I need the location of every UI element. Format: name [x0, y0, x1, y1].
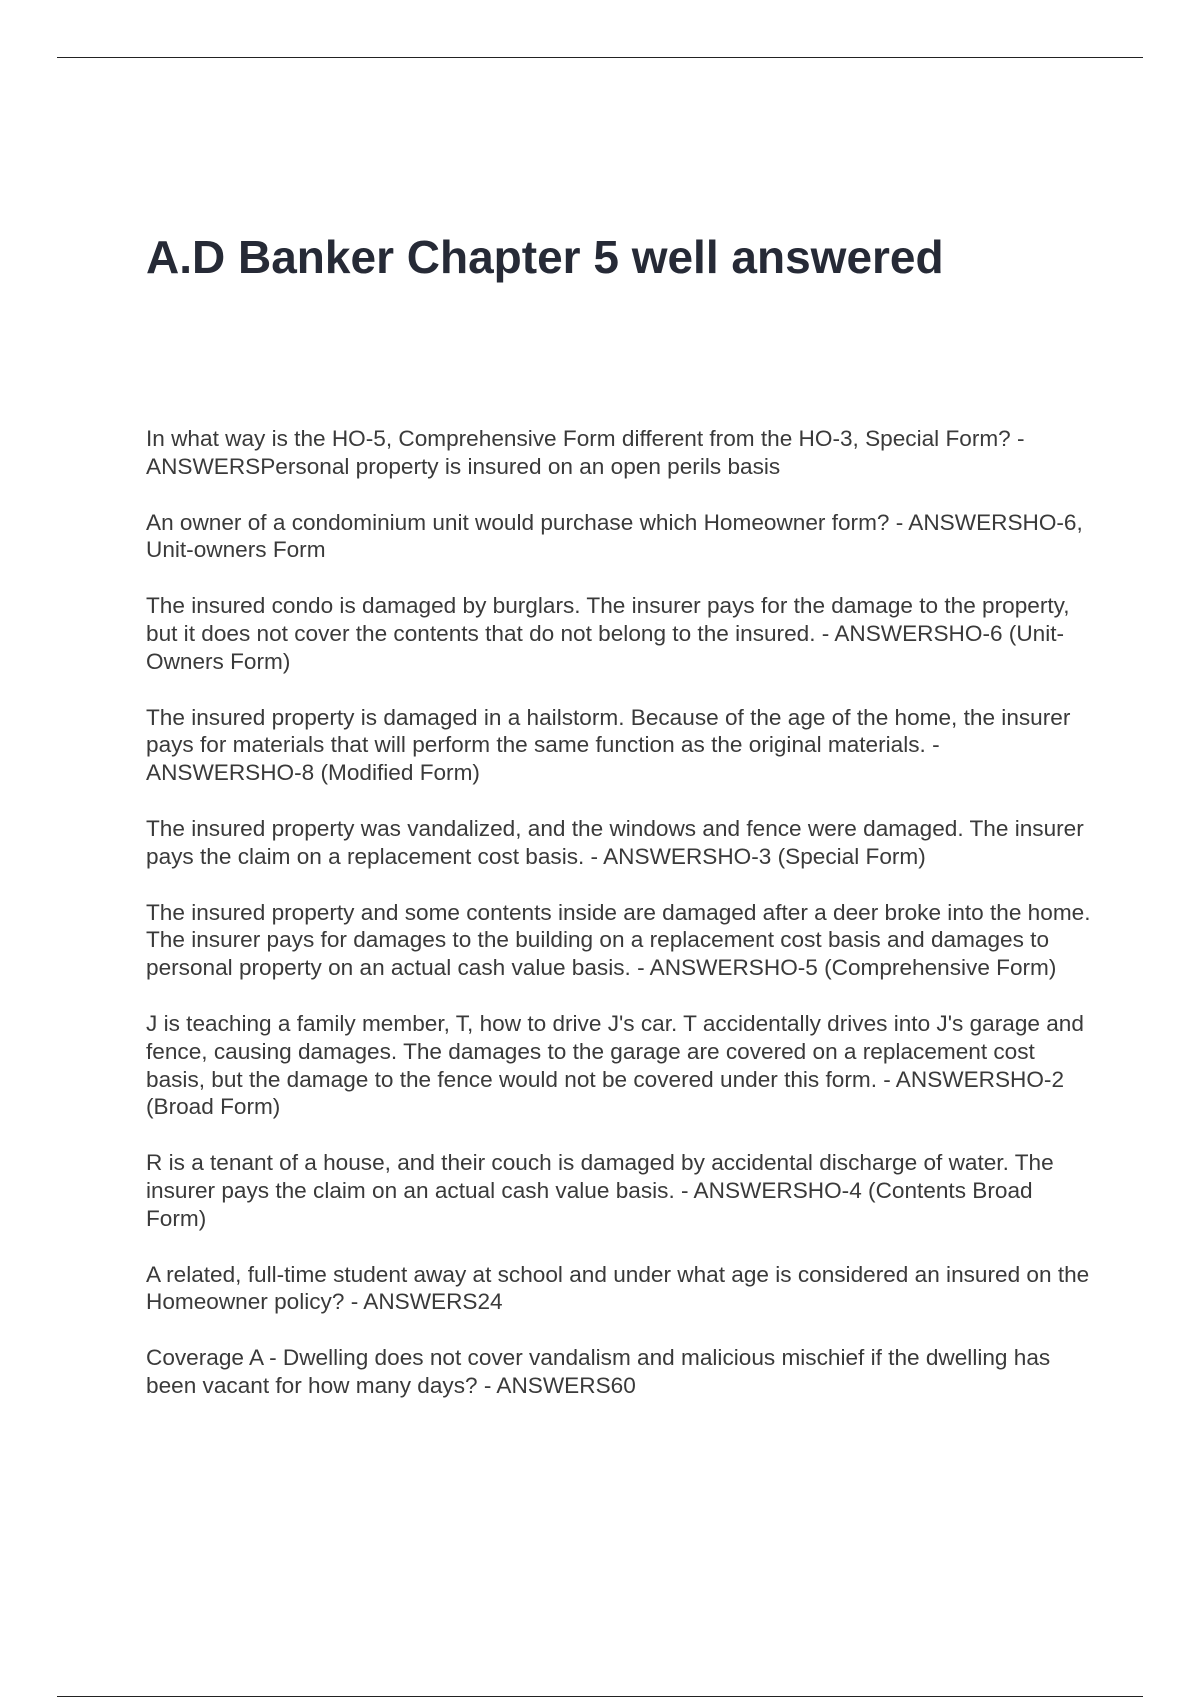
qa-item: A related, full-time student away at school and under what age is considered an insured on the Homeowner policy? - ANSWERS24: [146, 1261, 1090, 1315]
qa-item: J is teaching a family member, T, how to drive J's car. T accidentally drives into J's garage and fence, causing damages. The damages to the garage are covered on a replacement cost basis, but the damage to the fence would not be covered under this form. - ANSWERSHO-2 (Broad Form): [146, 1010, 1084, 1120]
qa-list: [146, 425, 1096, 1428]
qa-item: The insured property was vandalized, and the windows and fence were damaged. The insurer pays the claim on a replacement cost basis. - ANSWERSHO-3 (Special Form): [146, 815, 1084, 869]
qa-item: In what way is the HO-5, Comprehensive Form different from the HO-3, Special Form? - ANSWERSPersonal property is insured on an open perils basis: [146, 426, 1025, 479]
qa-item: The insured property is damaged in a hailstorm. Because of the age of the home, the insurer pays for materials that will perform the same function as the original materials. - ANSWERSHO-8 (Modified Form): [146, 704, 1071, 786]
footer-rule: [57, 1696, 1143, 1697]
header-rule: [57, 57, 1143, 58]
qa-item: R is a tenant of a house, and their couch is damaged by accidental discharge of water. The insurer pays the claim on an actual cash value basis. - ANSWERSHO-4 (Contents Broad Form): [146, 1150, 1054, 1231]
qa-item: The insured condo is damaged by burglars. The insurer pays for the damage to the property, but it does not cover the contents that do not belong to the insured. - ANSWERSHO-6 (Unit-Owners Form): [146, 593, 1070, 674]
qa-item: An owner of a condominium unit would purchase which Homeowner form? - ANSWERSHO-6, Unit-owners Form: [146, 509, 1083, 563]
qa-item: Coverage A - Dwelling does not cover vandalism and malicious mischief if the dwelling has been vacant for how many days? - ANSWERS60: [146, 1345, 1051, 1398]
page-title: A.D Banker Chapter 5 well answered: [146, 231, 944, 283]
qa-item: The insured property and some contents inside are damaged after a deer broke into the home. The insurer pays for damages to the building on a replacement cost basis and damages to personal property on an actual cash value basis. - ANSWERSHO-5 (Comprehensive Form): [146, 899, 1091, 981]
